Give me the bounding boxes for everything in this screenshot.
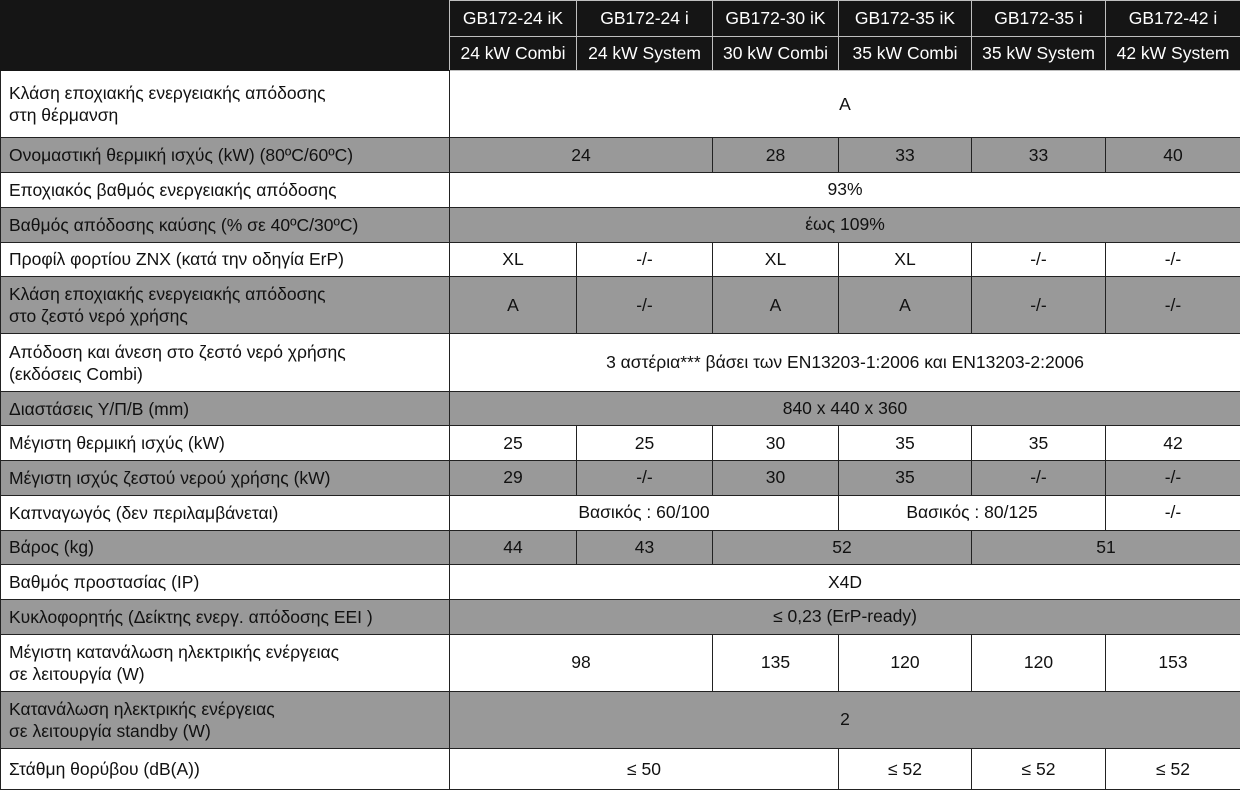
table-cell: XL bbox=[839, 242, 972, 277]
model-header: GB172-24 iK bbox=[450, 1, 577, 37]
table-cell: έως 109% bbox=[450, 207, 1240, 242]
table-cell: 98 bbox=[450, 634, 713, 691]
table-cell: Βασικός : 80/125 bbox=[839, 495, 1106, 530]
table-cell: 25 bbox=[577, 426, 713, 461]
table-cell: 30 bbox=[713, 426, 839, 461]
model-header: GB172-24 i bbox=[577, 1, 713, 37]
row-label: Κλάση εποχιακής ενεργειακής απόδοσης στο ζεστό νερό χρήσης bbox=[1, 277, 450, 334]
row-label: Ονομαστική θερμική ισχύς (kW) (80ºC/60ºC) bbox=[1, 138, 450, 173]
table-cell: 33 bbox=[839, 138, 972, 173]
row-label: Κυκλοφορητής (Δείκτης ενεργ. απόδοσης EEI ) bbox=[1, 599, 450, 634]
table-cell: 120 bbox=[972, 634, 1106, 691]
table-row bbox=[1, 334, 1240, 391]
table-cell: 2 bbox=[450, 691, 1240, 748]
table-cell: 3 αστέρια*** βάσει των EN13203-1:2006 και EN13203-2:2006 bbox=[450, 334, 1240, 391]
table-row bbox=[1, 495, 1240, 530]
table-cell: 51 bbox=[972, 530, 1240, 565]
header-corner bbox=[1, 1, 450, 71]
table-cell: -/- bbox=[577, 242, 713, 277]
table-cell: 40 bbox=[1106, 138, 1240, 173]
table-cell: 35 bbox=[839, 461, 972, 496]
table-row bbox=[1, 71, 1240, 138]
table-cell: 840 x 440 x 360 bbox=[450, 391, 1240, 426]
row-label: Διαστάσεις Υ/Π/Β (mm) bbox=[1, 391, 450, 426]
type-header: 35 kW System bbox=[972, 37, 1106, 71]
table-cell: Βασικός : 60/100 bbox=[450, 495, 839, 530]
table-cell: -/- bbox=[972, 461, 1106, 496]
row-label: Βαθμός προστασίας (IP) bbox=[1, 565, 450, 600]
table-row bbox=[1, 426, 1240, 461]
table-cell: -/- bbox=[1106, 277, 1240, 334]
table-row bbox=[1, 173, 1240, 208]
table-cell: A bbox=[839, 277, 972, 334]
model-header: GB172-35 iK bbox=[839, 1, 972, 37]
type-header: 24 kW Combi bbox=[450, 37, 577, 71]
table-cell: 43 bbox=[577, 530, 713, 565]
table-cell: ≤ 50 bbox=[450, 749, 839, 790]
type-header: 42 kW System bbox=[1106, 37, 1240, 71]
row-label: Κλάση εποχιακής ενεργειακής απόδοσης στη θέρμανση bbox=[1, 71, 450, 138]
table-cell: ≤ 52 bbox=[1106, 749, 1240, 790]
table-cell: ≤ 0,23 (ErP-ready) bbox=[450, 599, 1240, 634]
row-label: Εποχιακός βαθμός ενεργειακής απόδοσης bbox=[1, 173, 450, 208]
row-label: Μέγιστη θερμική ισχύς (kW) bbox=[1, 426, 450, 461]
table-cell: 35 bbox=[839, 426, 972, 461]
table-cell: 35 bbox=[972, 426, 1106, 461]
table-row bbox=[1, 530, 1240, 565]
table-cell: XL bbox=[450, 242, 577, 277]
type-header: 24 kW System bbox=[577, 37, 713, 71]
model-header: GB172-35 i bbox=[972, 1, 1106, 37]
table-row bbox=[1, 749, 1240, 790]
row-label: Στάθμη θορύβου (dB(A)) bbox=[1, 749, 450, 790]
table-cell: -/- bbox=[1106, 461, 1240, 496]
table-row bbox=[1, 634, 1240, 691]
table-cell: 29 bbox=[450, 461, 577, 496]
table-cell: -/- bbox=[972, 242, 1106, 277]
table-cell: A bbox=[450, 71, 1240, 138]
row-label: Προφίλ φορτίου ZNX (κατά την οδηγία ErP) bbox=[1, 242, 450, 277]
table-row bbox=[1, 599, 1240, 634]
table-row bbox=[1, 242, 1240, 277]
table-row bbox=[1, 691, 1240, 748]
table-row bbox=[1, 138, 1240, 173]
table-cell: 52 bbox=[713, 530, 972, 565]
table-cell: 24 bbox=[450, 138, 713, 173]
model-header: GB172-42 i bbox=[1106, 1, 1240, 37]
table-cell: A bbox=[450, 277, 577, 334]
type-header: 35 kW Combi bbox=[839, 37, 972, 71]
table-cell: A bbox=[713, 277, 839, 334]
table-cell: 25 bbox=[450, 426, 577, 461]
table-row bbox=[1, 277, 1240, 334]
row-label: Βάρος (kg) bbox=[1, 530, 450, 565]
table-cell: X4D bbox=[450, 565, 1240, 600]
row-label: Καπναγωγός (δεν περιλαμβάνεται) bbox=[1, 495, 450, 530]
table-cell: 28 bbox=[713, 138, 839, 173]
table-cell: ≤ 52 bbox=[839, 749, 972, 790]
table-cell: 33 bbox=[972, 138, 1106, 173]
table-cell: 42 bbox=[1106, 426, 1240, 461]
table-cell: -/- bbox=[1106, 495, 1240, 530]
row-label: Απόδοση και άνεση στο ζεστό νερό χρήσης (εκδόσεις Combi) bbox=[1, 334, 450, 391]
type-header: 30 kW Combi bbox=[713, 37, 839, 71]
table-row bbox=[1, 565, 1240, 600]
table-cell: -/- bbox=[972, 277, 1106, 334]
table-cell: 44 bbox=[450, 530, 577, 565]
row-label: Βαθμός απόδοσης καύσης (% σε 40ºC/30ºC) bbox=[1, 207, 450, 242]
table-cell: -/- bbox=[577, 277, 713, 334]
row-label: Μέγιστη κατανάλωση ηλεκτρικής ενέργειας σε λειτουργία (W) bbox=[1, 634, 450, 691]
row-label: Κατανάλωση ηλεκτρικής ενέργειας σε λειτουργία standby (W) bbox=[1, 691, 450, 748]
table-cell: 93% bbox=[450, 173, 1240, 208]
table-cell: ≤ 52 bbox=[972, 749, 1106, 790]
table-row bbox=[1, 207, 1240, 242]
table-cell: -/- bbox=[1106, 242, 1240, 277]
table-row bbox=[1, 461, 1240, 496]
table-row bbox=[1, 391, 1240, 426]
table-cell: XL bbox=[713, 242, 839, 277]
table-cell: 120 bbox=[839, 634, 972, 691]
table-cell: 135 bbox=[713, 634, 839, 691]
model-header: GB172-30 iK bbox=[713, 1, 839, 37]
table-cell: 30 bbox=[713, 461, 839, 496]
table-cell: -/- bbox=[577, 461, 713, 496]
row-label: Μέγιστη ισχύς ζεστού νερού χρήσης (kW) bbox=[1, 461, 450, 496]
table-cell: 153 bbox=[1106, 634, 1240, 691]
